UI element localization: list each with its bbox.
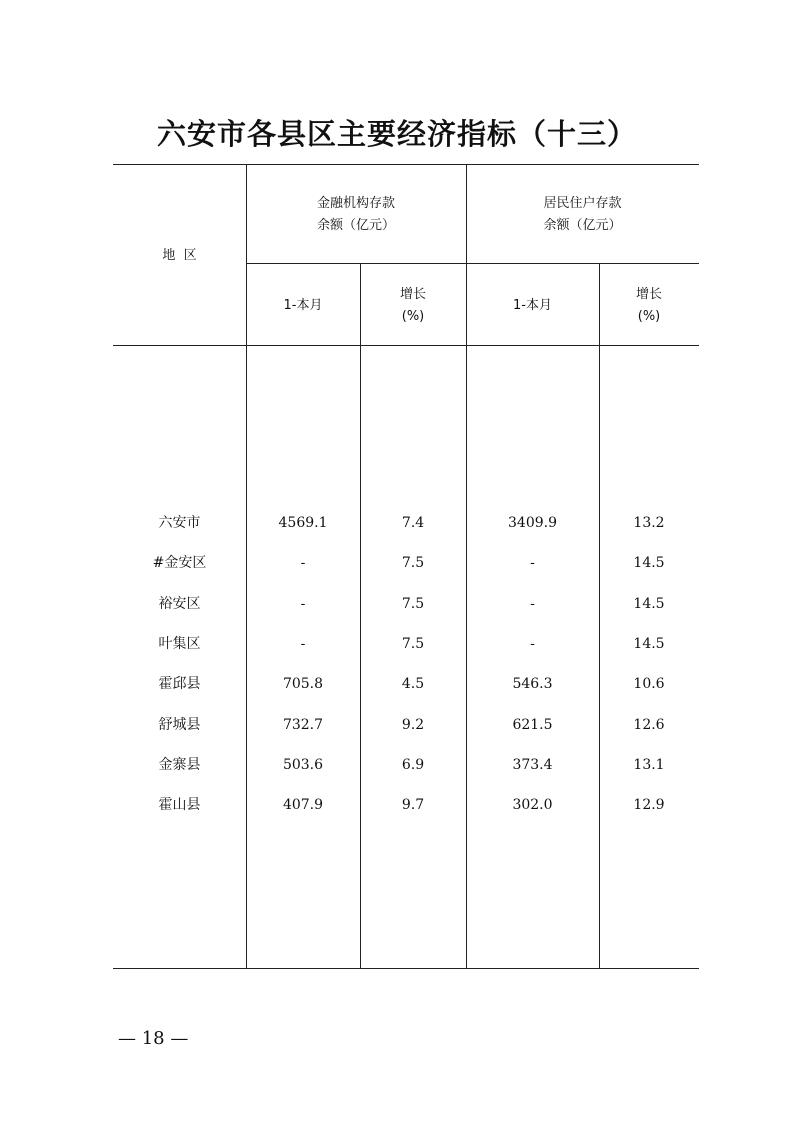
- res-deposit-header-line1: 居民住户存款: [543, 196, 622, 211]
- header-bottom-rule: [113, 345, 699, 346]
- fin-growth-cell: 7.5: [401, 596, 425, 612]
- fin-growth-cell: 4.5: [401, 676, 425, 692]
- res-subcolumn-divider: [599, 263, 600, 968]
- res-growth-cell: 14.5: [633, 596, 665, 612]
- fin-growth-cell: 7.5: [401, 636, 425, 652]
- res-amount-cell: 621.5: [512, 717, 553, 733]
- fin-growth-header: [360, 284, 466, 328]
- fin-amount-cell: -: [300, 596, 306, 612]
- res-growth-cell: 14.5: [633, 636, 665, 652]
- res-deposit-header: [466, 193, 699, 237]
- region-cell: 霍山县: [158, 797, 201, 813]
- fin-growth-header-line1: 增长: [399, 287, 426, 302]
- region-cell: 舒城县: [158, 717, 201, 733]
- res-growth-cell: 10.6: [633, 676, 665, 692]
- fin-subcolumn-divider: [360, 263, 361, 968]
- page-title: 六安市各县区主要经济指标（十三）: [156, 117, 637, 151]
- region-cell: 金寨县: [158, 757, 201, 773]
- res-amount-cell: 3409.9: [508, 515, 557, 531]
- res-growth-cell: 12.6: [633, 717, 665, 733]
- fin-growth-cell: 7.4: [401, 515, 425, 531]
- fin-amount-cell: 705.8: [282, 676, 324, 692]
- fin-growth-header-line2: (%): [401, 309, 425, 324]
- fin-amount-cell: 407.9: [282, 797, 324, 813]
- res-growth-header-line1: 增长: [635, 287, 662, 302]
- table-bottom-rule: [113, 968, 699, 969]
- region-cell: 霍邱县: [158, 676, 201, 692]
- fin-amount-cell: -: [300, 555, 306, 571]
- res-growth-cell: 13.1: [633, 757, 665, 773]
- res-deposit-header-line2: 余额（亿元）: [543, 218, 622, 233]
- res-growth-header-line2: (%): [637, 309, 661, 324]
- region-cell: #金安区: [152, 555, 207, 571]
- fin-deposit-header-line2: 余额（亿元）: [316, 218, 395, 233]
- page-number: — 18 —: [118, 1028, 189, 1049]
- fin-growth-cell: 7.5: [401, 555, 425, 571]
- res-period-header: 1-本月: [513, 298, 552, 313]
- res-amount-cell: 373.4: [512, 757, 553, 773]
- region-header: 地 区: [162, 248, 197, 263]
- res-amount-cell: 546.3: [512, 676, 553, 692]
- fin-period-header: 1-本月: [283, 298, 323, 313]
- group-header-rule: [246, 263, 699, 264]
- fin-amount-cell: -: [300, 636, 306, 652]
- fin-amount-cell: 503.6: [282, 757, 324, 773]
- res-growth-cell: 14.5: [633, 555, 665, 571]
- fin-deposit-header: [246, 193, 466, 237]
- res-growth-cell: 12.9: [633, 797, 665, 813]
- res-amount-cell: -: [530, 596, 535, 612]
- res-growth-cell: 13.2: [633, 515, 665, 531]
- fin-growth-cell: 9.7: [401, 797, 425, 813]
- res-amount-cell: 302.0: [512, 797, 553, 813]
- fin-amount-cell: 732.7: [282, 717, 324, 733]
- region-cell: 叶集区: [158, 636, 201, 652]
- fin-deposit-header-line1: 金融机构存款: [316, 196, 395, 211]
- region-cell: 裕安区: [158, 596, 201, 612]
- region-cell: 六安市: [158, 515, 201, 531]
- res-amount-cell: -: [530, 636, 535, 652]
- fin-growth-cell: 6.9: [401, 757, 425, 773]
- res-growth-header: [599, 284, 699, 328]
- table-top-rule: [113, 164, 699, 165]
- fin-growth-cell: 9.2: [401, 717, 425, 733]
- res-amount-cell: -: [530, 555, 535, 571]
- fin-amount-cell: 4569.1: [278, 515, 328, 531]
